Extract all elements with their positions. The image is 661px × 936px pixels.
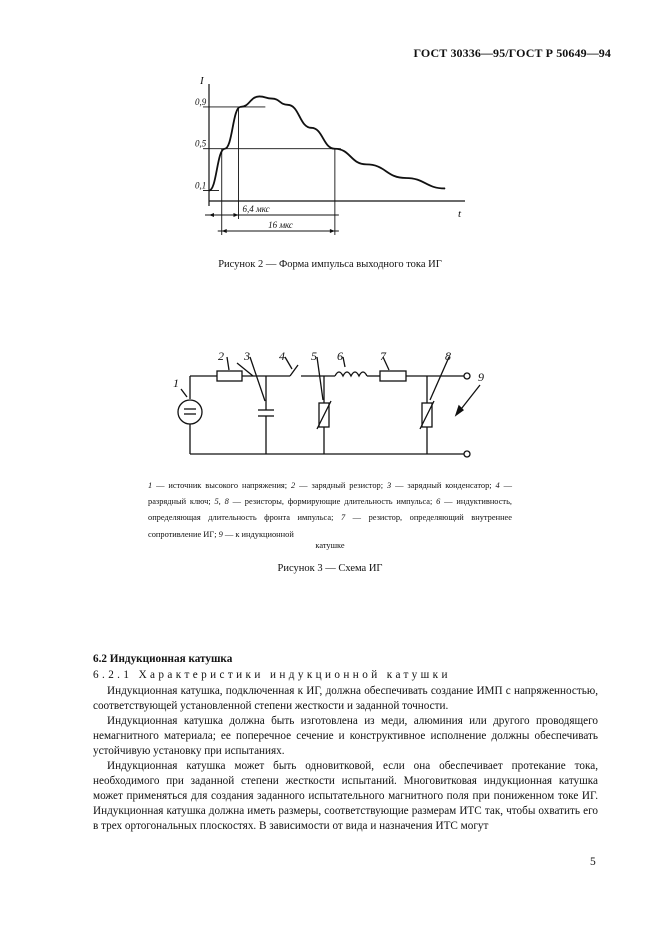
label-4: 4 <box>279 349 285 363</box>
legend-item-number: 3 <box>386 481 392 490</box>
dimension-arrow-3 <box>330 229 335 233</box>
legend-item-text: — индуктивность, определяющая длительность фронта импульса; <box>148 497 512 523</box>
figure-2-caption: Рисунок 2 — Форма импульса выходного тока ИГ <box>218 259 442 270</box>
page-number: 5 <box>590 856 596 868</box>
y-tick-label: 0,9 <box>195 96 207 107</box>
legend-item-number: 9 <box>218 529 223 539</box>
section-title: 6.2 Индукционная катушка <box>93 653 233 665</box>
legend-item-number: 2 <box>291 481 296 490</box>
label-2: 2 <box>218 349 224 363</box>
legend-item-text: — источник высокого напряжения; <box>152 481 292 490</box>
pulse-curve <box>209 96 445 190</box>
output-terminal-bottom <box>464 451 470 457</box>
label-8: 8 <box>445 349 451 363</box>
x-axis-label: t <box>458 208 462 220</box>
dimension-arrow-1 <box>233 213 238 217</box>
figure-3-legend <box>148 478 512 543</box>
output-terminal-top <box>464 373 470 379</box>
legend-item-number: 4 <box>495 481 500 490</box>
legend-item-text: — резисторы, формирующие длительность импульса; <box>228 497 437 507</box>
legend-item-text: — к индукционной <box>222 529 294 539</box>
legend-item-number: 6 <box>436 497 441 507</box>
annotation-duration-front: 6,4 мкс <box>242 204 270 214</box>
section-subtitle: 6.2.1 Характеристики индукционной катушки <box>93 669 451 681</box>
legend-item-text: — резистор, определяющий внутреннее сопротивление ИГ; <box>148 513 512 539</box>
legend-item-number: 5, 8 <box>214 497 229 507</box>
figure-3-circuit <box>165 345 505 465</box>
page-header-standard: ГОСТ 30336—95/ГОСТ Р 50649—94 <box>413 46 611 60</box>
y-tick-label: 0,5 <box>195 138 207 149</box>
inductor <box>335 372 367 376</box>
paragraph-3: Индукционная катушка может быть одновитковой, если она обеспечивает протекание тока, необходимого при заданной степени жесткости испытаний. Многовитковая индукционная катушка может применяться для создания заданного испытательного магнитного поля при пониженном токе ИГ. Индукционная катушка должна иметь размеры, соответствующие размерам ИТС так, чтобы охватить его в трех ортогональных плоскостях. В зависимости от вида и назначения ИТС могут <box>93 760 598 832</box>
hv-source-symbol <box>178 400 202 424</box>
legend-item-text: — зарядный резистор; <box>295 481 387 490</box>
label-7: 7 <box>380 349 386 363</box>
label-5: 5 <box>311 349 317 363</box>
dimension-arrow-2 <box>222 229 227 233</box>
legend-item-number: 1 <box>148 481 153 490</box>
y-axis-label: I <box>200 75 204 87</box>
legend-item-text: — разрядный ключ; <box>148 481 513 507</box>
y-tick-label: 0,1 <box>195 180 207 191</box>
label-6: 6 <box>337 349 343 363</box>
internal-resistor <box>380 371 406 381</box>
label-9: 9 <box>478 370 484 384</box>
label-3: 3 <box>244 349 250 363</box>
label-1: 1 <box>173 376 179 390</box>
figure-3-caption: Рисунок 3 — Схема ИГ <box>277 563 383 574</box>
paragraph-2: Индукционная катушка должна быть изготовлена из меди, алюминия или другого проводящего немагнитного материала; ее поперечное сечение и конструктивное исполнение должны обеспечивать устойчивую установку при испытаниях. <box>93 715 598 757</box>
body-text <box>93 684 598 834</box>
figure-2-chart <box>180 72 480 242</box>
dimension-arrow-0 <box>209 213 214 217</box>
figure-3-legend-last: катушке <box>315 541 345 550</box>
charging-resistor <box>217 371 242 381</box>
legend-item-number: 7 <box>340 513 346 523</box>
legend-item-text: — зарядный конденсатор; <box>391 481 496 490</box>
annotation-duration-pulse: 16 мкс <box>268 220 293 230</box>
paragraph-1: Индукционная катушка, подключенная к ИГ, должна обеспечивать создание ИМП с напряженностью, соответствующей установленной степени жесткости и заданной точности. <box>93 685 598 712</box>
